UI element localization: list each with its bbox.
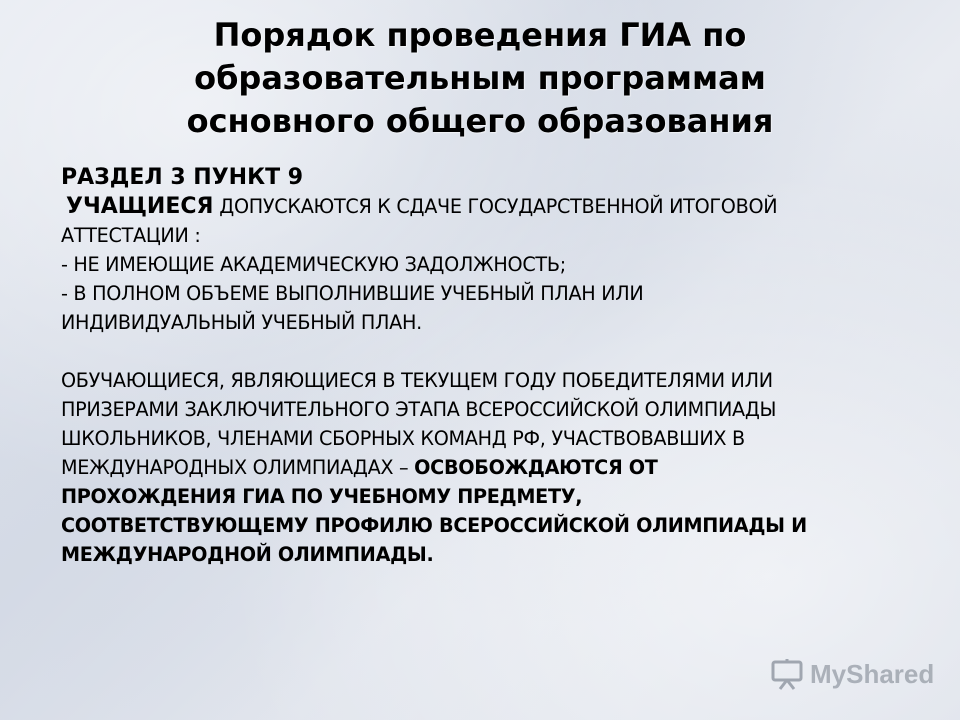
paragraph-line: ШКОЛЬНИКОВ, ЧЛЕНАМИ СБОРНЫХ КОМАНД РФ, УЧАСТВОВАВШИХ В (61, 427, 745, 450)
slide-body (61, 163, 931, 569)
bullet-line: - НЕ ИМЕЮЩИЕ АКАДЕМИЧЕСКУЮ ЗАДОЛЖНОСТЬ; (61, 253, 566, 276)
paragraph-line (61, 192, 931, 221)
paragraph-line: АТТЕСТАЦИИ : (61, 224, 201, 247)
emphasis-line: МЕЖДУНАРОДНОЙ ОЛИМПИАДЫ. (61, 543, 434, 566)
bullet-line: - В ПОЛНОМ ОБЪЕМЕ ВЫПОЛНИВШИЕ УЧЕБНЫЙ ПЛАН ИЛИ (61, 282, 644, 305)
paragraph-line: ПРИЗЕРАМИ ЗАКЛЮЧИТЕЛЬНОГО ЭТАПА ВСЕРОССИЙСКОЙ ОЛИМПИАДЫ (61, 398, 777, 421)
emphasis-text: ОСВОБОЖДАЮТСЯ ОТ (414, 456, 658, 479)
paragraph-spacer (61, 337, 931, 366)
title-line: основного общего образования (186, 102, 774, 140)
title-line: образовательным программам (194, 59, 766, 97)
emphasis-line: СООТВЕТСТВУЮЩЕМУ ПРОФИЛЮ ВСЕРОССИЙСКОЙ ОЛИМПИАДЫ И (61, 514, 807, 537)
paragraph-line: ОБУЧАЮЩИЕСЯ, ЯВЛЯЮЩИЕСЯ В ТЕКУЩЕМ ГОДУ ПОБЕДИТЕЛЯМИ ИЛИ (61, 369, 773, 392)
watermark (770, 657, 934, 691)
paragraph-text: МЕЖДУНАРОДНЫХ ОЛИМПИАДАХ – (61, 456, 415, 479)
section-heading: РАЗДЕЛ 3 ПУНКТ 9 (61, 165, 304, 190)
presentation-board-icon (770, 657, 804, 691)
title-line: Порядок проведения ГИА по (213, 16, 747, 54)
bullet-line: ИНДИВИДУАЛЬНЫЙ УЧЕБНЫЙ ПЛАН. (61, 311, 422, 334)
paragraph-line (61, 453, 931, 482)
emphasis-line: ПРОХОЖДЕНИЯ ГИА ПО УЧЕБНОМУ ПРЕДМЕТУ, (61, 485, 583, 508)
slide-title (0, 14, 960, 143)
watermark-text: MyShared (810, 658, 935, 689)
paragraph-text: ДОПУСКАЮТСЯ К СДАЧЕ ГОСУДАРСТВЕННОЙ ИТОГОВОЙ (213, 195, 778, 218)
lead-word: УЧАЩИЕСЯ (66, 194, 214, 219)
